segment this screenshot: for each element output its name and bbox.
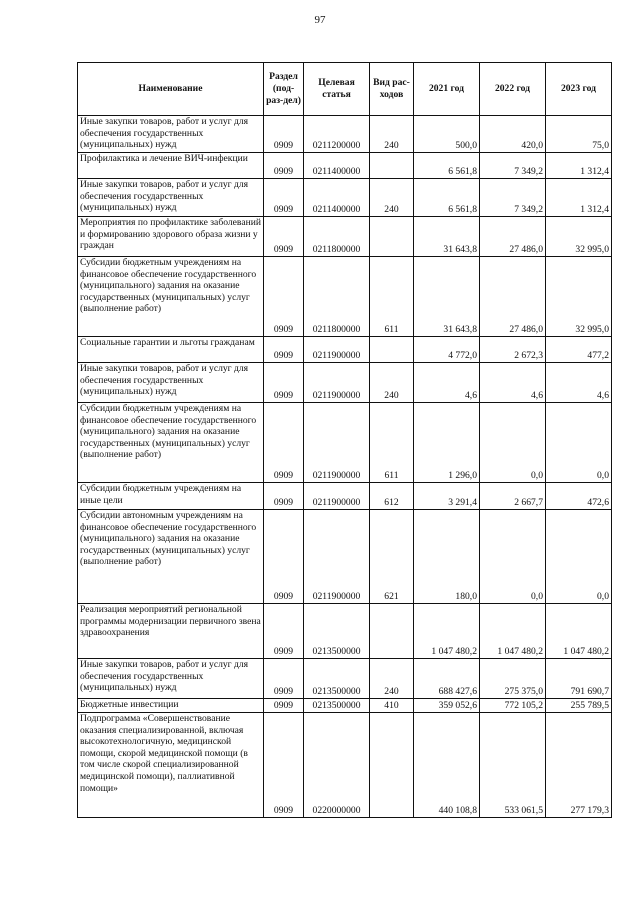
row-name: Профилактика и лечение ВИЧ-инфекции [78, 153, 264, 179]
row-2023: 1 312,4 [546, 153, 612, 179]
row-name: Иные закупки товаров, работ и услуг для обеспечения государственных (муниципальных) нужд [78, 116, 264, 153]
row-kind: 612 [370, 483, 414, 510]
row-target: 0213500000 [304, 659, 370, 699]
row-2023: 277 179,3 [546, 713, 612, 818]
header-2022: 2022 год [480, 63, 546, 116]
table-row [78, 257, 612, 337]
table-row [78, 604, 612, 659]
row-name: Реализация мероприятий региональной программы модернизации первичного звена здравоохранения [78, 604, 264, 659]
row-2021: 1 047 480,2 [414, 604, 480, 659]
table-row [78, 659, 612, 699]
row-2023: 32 995,0 [546, 257, 612, 337]
row-2021: 440 108,8 [414, 713, 480, 818]
header-2023: 2023 год [546, 63, 612, 116]
row-2021: 688 427,6 [414, 659, 480, 699]
page-number: 97 [314, 14, 326, 26]
row-kind: 611 [370, 257, 414, 337]
row-2022: 2 667,7 [480, 483, 546, 510]
row-2023: 477,2 [546, 337, 612, 363]
row-2023: 0,0 [546, 510, 612, 604]
header-section: Раздел (под-раз-дел) [264, 63, 304, 116]
row-section: 0909 [264, 257, 304, 337]
row-name: Субсидии бюджетным учреждениям на финансовое обеспечение государственного (муниципального) задания на оказание государственных (муниципальных) услуг (выполнение работ) [78, 257, 264, 337]
row-2022: 27 486,0 [480, 257, 546, 337]
row-2023: 0,0 [546, 403, 612, 483]
row-target: 0211400000 [304, 153, 370, 179]
row-name: Иные закупки товаров, работ и услуг для обеспечения государственных (муниципальных) нужд [78, 363, 264, 403]
row-target: 0211800000 [304, 257, 370, 337]
row-kind: 240 [370, 363, 414, 403]
row-2022: 420,0 [480, 116, 546, 153]
row-kind [370, 604, 414, 659]
row-target: 0213500000 [304, 699, 370, 713]
header-target: Целевая статья [304, 63, 370, 116]
table-row [78, 153, 612, 179]
row-2022: 7 349,2 [480, 153, 546, 179]
row-section: 0909 [264, 116, 304, 153]
row-target: 0211900000 [304, 363, 370, 403]
row-name: Субсидии бюджетным учреждениям на финансовое обеспечение государственного (муниципального) задания на оказание государственных (муниципальных) услуг (выполнение работ) [78, 403, 264, 483]
row-2022: 4,6 [480, 363, 546, 403]
row-name: Субсидии бюджетным учреждениям на иные цели [78, 483, 264, 510]
row-section: 0909 [264, 153, 304, 179]
budget-table [77, 62, 612, 818]
row-2022: 7 349,2 [480, 179, 546, 217]
row-2023: 4,6 [546, 363, 612, 403]
row-2021: 3 291,4 [414, 483, 480, 510]
row-section: 0909 [264, 217, 304, 257]
row-kind: 240 [370, 659, 414, 699]
row-2021: 31 643,8 [414, 217, 480, 257]
header-kind: Вид рас-ходов [370, 63, 414, 116]
header-row [78, 63, 612, 116]
row-2022: 0,0 [480, 510, 546, 604]
row-target: 0220000000 [304, 713, 370, 818]
row-2022: 2 672,3 [480, 337, 546, 363]
row-target: 0211900000 [304, 403, 370, 483]
row-target: 0211900000 [304, 510, 370, 604]
row-section: 0909 [264, 510, 304, 604]
row-2021: 359 052,6 [414, 699, 480, 713]
row-kind: 240 [370, 116, 414, 153]
row-section: 0909 [264, 337, 304, 363]
row-kind: 621 [370, 510, 414, 604]
table-row [78, 483, 612, 510]
row-kind [370, 153, 414, 179]
row-2023: 1 312,4 [546, 179, 612, 217]
row-section: 0909 [264, 713, 304, 818]
row-2023: 32 995,0 [546, 217, 612, 257]
row-target: 0211900000 [304, 337, 370, 363]
table-row [78, 337, 612, 363]
row-name: Бюджетные инвестиции [78, 699, 264, 713]
row-section: 0909 [264, 659, 304, 699]
row-2023: 472,6 [546, 483, 612, 510]
row-name: Субсидии автономным учреждениям на финансовое обеспечение государственного (муниципального) задания на оказание государственных (муниципальных) услуг (выполнение работ) [78, 510, 264, 604]
row-target: 0211400000 [304, 179, 370, 217]
row-2022: 27 486,0 [480, 217, 546, 257]
row-section: 0909 [264, 179, 304, 217]
row-section: 0909 [264, 604, 304, 659]
row-name: Иные закупки товаров, работ и услуг для обеспечения государственных (муниципальных) нужд [78, 179, 264, 217]
row-name: Иные закупки товаров, работ и услуг для обеспечения государственных (муниципальных) нужд [78, 659, 264, 699]
row-2023: 1 047 480,2 [546, 604, 612, 659]
row-2022: 1 047 480,2 [480, 604, 546, 659]
row-2021: 1 296,0 [414, 403, 480, 483]
row-name: Социальные гарантии и льготы гражданам [78, 337, 264, 363]
table-row [78, 363, 612, 403]
row-section: 0909 [264, 483, 304, 510]
row-name: Подпрограмма «Совершенствование оказания специализированной, включая высокотехнологичную, медицинской помощи, скорой медицинской помощи (в том числе скорой специализированной медицинской помощи), паллиативной помощи» [78, 713, 264, 818]
row-kind [370, 217, 414, 257]
row-2021: 500,0 [414, 116, 480, 153]
table-row [78, 116, 612, 153]
table-row [78, 699, 612, 713]
row-2022: 275 375,0 [480, 659, 546, 699]
row-kind: 240 [370, 179, 414, 217]
row-2021: 4,6 [414, 363, 480, 403]
row-kind [370, 713, 414, 818]
row-2022: 772 105,2 [480, 699, 546, 713]
header-2021: 2021 год [414, 63, 480, 116]
row-target: 0211900000 [304, 483, 370, 510]
row-2022: 533 061,5 [480, 713, 546, 818]
row-kind: 611 [370, 403, 414, 483]
row-2022: 0,0 [480, 403, 546, 483]
row-target: 0211200000 [304, 116, 370, 153]
row-2023: 791 690,7 [546, 659, 612, 699]
row-2023: 255 789,5 [546, 699, 612, 713]
row-target: 0211800000 [304, 217, 370, 257]
row-2021: 6 561,8 [414, 179, 480, 217]
row-section: 0909 [264, 699, 304, 713]
row-2021: 6 561,8 [414, 153, 480, 179]
row-2021: 4 772,0 [414, 337, 480, 363]
header-name: Наименование [78, 63, 264, 116]
table-row [78, 179, 612, 217]
row-target: 0213500000 [304, 604, 370, 659]
row-2021: 180,0 [414, 510, 480, 604]
row-2023: 75,0 [546, 116, 612, 153]
table-row [78, 713, 612, 818]
row-kind [370, 337, 414, 363]
table-row [78, 217, 612, 257]
table-row [78, 510, 612, 604]
row-section: 0909 [264, 403, 304, 483]
table-row [78, 403, 612, 483]
row-2021: 31 643,8 [414, 257, 480, 337]
row-kind: 410 [370, 699, 414, 713]
row-name: Мероприятия по профилактике заболеваний и формированию здорового образа жизни у граждан [78, 217, 264, 257]
row-section: 0909 [264, 363, 304, 403]
